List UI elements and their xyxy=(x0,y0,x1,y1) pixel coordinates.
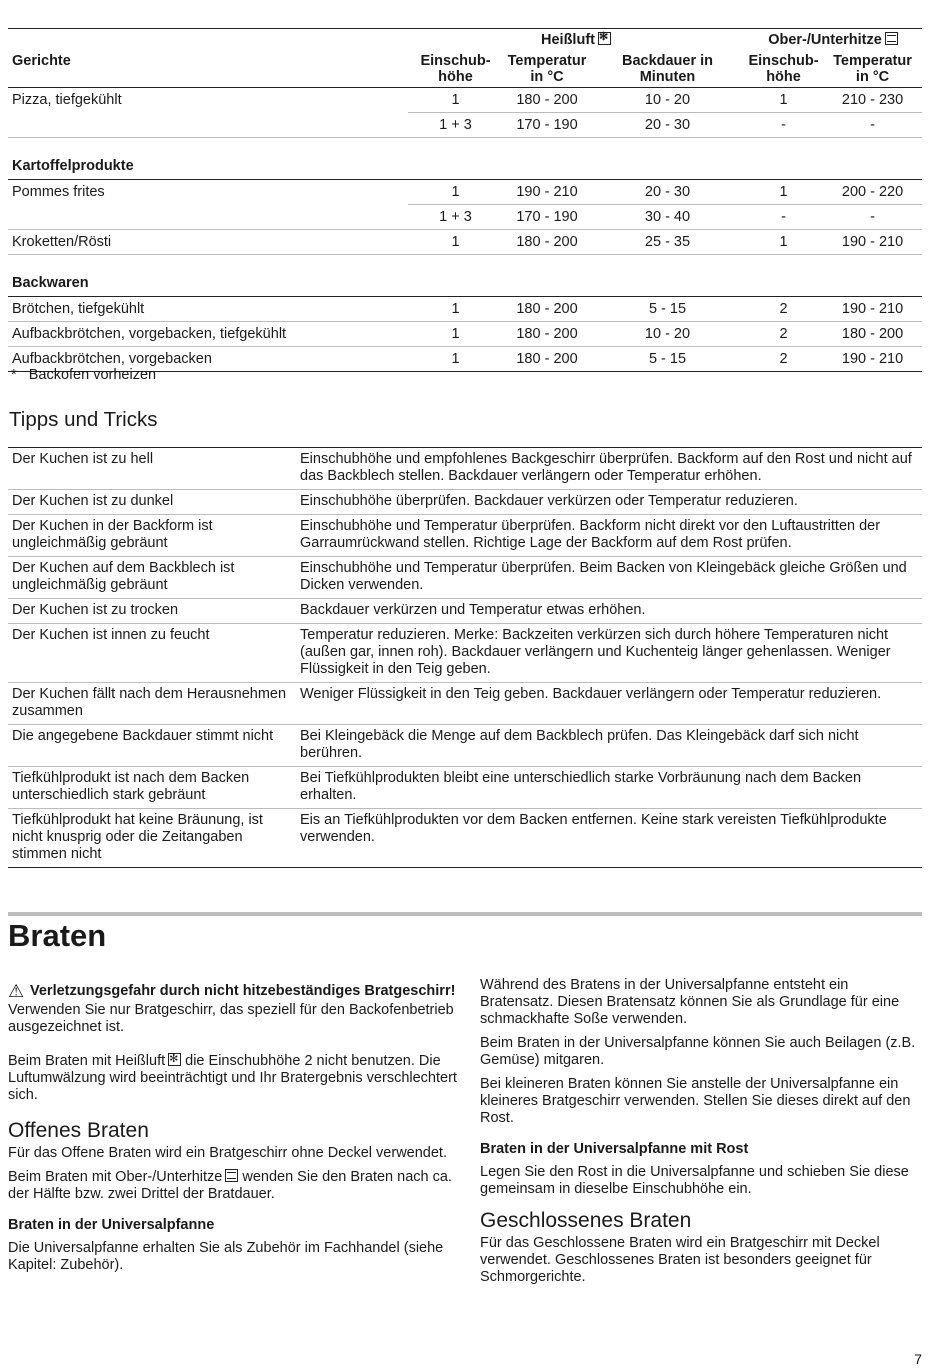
cell-temp2: 190 - 210 xyxy=(823,347,922,372)
temp2-column-header: Temperatur in °C xyxy=(823,51,922,88)
tips-row xyxy=(8,809,922,868)
cell-dish: Kroketten/Rösti xyxy=(8,230,408,255)
right-p2: Beim Braten in der Universalpfanne können Sie auch Beilagen (z.B. Gemüse) mitgaren. xyxy=(480,1035,916,1068)
tip-problem: Der Kuchen fällt nach dem Herausnehmen zusammen xyxy=(8,683,296,725)
universalpfanne-heading: Braten in der Universalpfanne xyxy=(8,1217,215,1233)
warning-heading: ⚠ Verletzungsgefahr durch nicht hitzebeständiges Bratgeschirr! xyxy=(8,981,456,1001)
cell-shelf: 1 xyxy=(408,230,503,255)
cell-temp2: - xyxy=(823,113,922,138)
table-row xyxy=(8,205,922,230)
universalpfanne-text: Die Universalpfanne erhalten Sie als Zubehör im Fachhandel (siehe Kapitel: Zubehör). xyxy=(8,1240,444,1273)
cell-time: 5 - 15 xyxy=(591,347,744,372)
rost-heading: Braten in der Universalpfanne mit Rost xyxy=(480,1141,749,1157)
cell-shelf2: 2 xyxy=(744,297,823,322)
cell-shelf: 1 xyxy=(408,347,503,372)
cell-dish: Brötchen, tiefgekühlt xyxy=(8,297,408,322)
right-p3: Bei kleineren Braten können Sie anstelle der Universalpfanne ein kleineres Bratgeschirr verwenden. Stellen Sie dieses direkt auf den Rost. xyxy=(480,1076,911,1126)
tip-solution: Bei Kleingebäck die Menge auf dem Backblech prüfen. Das Kleingebäck darf sich nicht berühren. xyxy=(296,725,922,767)
tip-solution: Einschubhöhe überprüfen. Backdauer verkürzen oder Temperatur reduzieren. xyxy=(296,490,922,515)
tips-row xyxy=(8,515,922,557)
cell-temp2: 200 - 220 xyxy=(823,180,922,205)
table-row xyxy=(8,88,922,113)
cell-shelf: 1 + 3 xyxy=(408,205,503,230)
hot-air-fan-icon xyxy=(598,32,611,45)
tips-row xyxy=(8,448,922,490)
cell-time: 10 - 20 xyxy=(591,88,744,113)
tips-row xyxy=(8,683,922,725)
cell-temp2: 210 - 230 xyxy=(823,88,922,113)
table-footnote: * Backofen vorheizen xyxy=(11,367,157,383)
tip-problem: Der Kuchen auf dem Backblech ist ungleichmäßig gebräunt xyxy=(8,557,296,599)
cell-temp: 180 - 200 xyxy=(503,322,591,347)
section-label: Kartoffelprodukte xyxy=(8,138,922,180)
top-bottom-heat-icon xyxy=(225,1169,238,1182)
tip-solution: Einschubhöhe und empfohlenes Backgeschirr überprüfen. Backform auf den Rost und nicht auf das Backblech stellen. Backdauer verlängern oder Temperatur erhöhen. xyxy=(296,448,922,490)
cell-temp: 180 - 200 xyxy=(503,88,591,113)
cell-temp: 180 - 200 xyxy=(503,230,591,255)
tip-problem: Der Kuchen in der Backform ist ungleichmäßig gebräunt xyxy=(8,515,296,557)
tip-problem: Tiefkühlprodukt hat keine Bräunung, ist nicht knusprig oder die Zeitangaben stimmen nicht xyxy=(8,809,296,868)
tips-row xyxy=(8,767,922,809)
cell-temp2: - xyxy=(823,205,922,230)
cell-dish: Pizza, tiefgekühlt xyxy=(12,92,122,109)
tip-problem: Der Kuchen ist zu dunkel xyxy=(8,490,296,515)
cell-dish: Aufbackbrötchen, vorgebacken, tiefgekühlt xyxy=(8,322,408,347)
cell-shelf2: 1 xyxy=(744,230,823,255)
braten-title: Braten xyxy=(8,918,107,953)
tip-solution: Eis an Tiefkühlprodukten vor dem Backen entfernen. Keine stark vereisten Tiefkühlprodukte verwenden. xyxy=(296,809,922,868)
cell-time: 20 - 30 xyxy=(591,180,744,205)
cell-shelf2: - xyxy=(744,113,823,138)
cell-temp: 170 - 190 xyxy=(503,113,591,138)
top-bottom-heat-icon xyxy=(885,32,898,45)
table-section-row xyxy=(8,255,922,297)
tip-solution: Einschubhöhe und Temperatur überprüfen. Backform nicht direkt vor den Luftaustritten der Garraumrückwand stellen. Richtige Lage der Backform auf dem Rost prüfen. xyxy=(296,515,922,557)
tip-solution: Bei Tiefkühlprodukten bleibt eine unterschiedlich starke Vorbräunung nach dem Backen erhalten. xyxy=(296,767,922,809)
table-row xyxy=(8,230,922,255)
tips-row xyxy=(8,624,922,683)
tips-row xyxy=(8,490,922,515)
cell-shelf2: 1 xyxy=(744,88,823,113)
cell-shelf2: 2 xyxy=(744,322,823,347)
cell-time: 20 - 30 xyxy=(591,113,744,138)
cell-shelf: 1 xyxy=(408,322,503,347)
geschlossenes-braten-text: Für das Geschlossene Braten wird ein Bratgeschirr mit Deckel verwendet. Geschlossenes Braten ist besonders geeignet für Schmorgerichte. xyxy=(480,1235,880,1285)
cell-shelf: 1 + 3 xyxy=(408,113,503,138)
cell-dish: Pommes frites xyxy=(12,184,105,201)
tip-problem: Der Kuchen ist zu trocken xyxy=(8,599,296,624)
cell-temp: 180 - 200 xyxy=(503,297,591,322)
tip-solution: Backdauer verkürzen und Temperatur etwas erhöhen. xyxy=(296,599,922,624)
table-row xyxy=(8,322,922,347)
cell-dish xyxy=(8,113,408,138)
tips-title: Tipps und Tricks xyxy=(9,408,158,431)
tips-row xyxy=(8,725,922,767)
top-bottom-group-header: Ober-/Unterhitze xyxy=(744,29,922,52)
cell-shelf2: 1 xyxy=(744,180,823,205)
cell-dish xyxy=(8,205,408,230)
table-section-row xyxy=(8,138,922,180)
tip-solution: Temperatur reduzieren. Merke: Backzeiten verkürzen sich durch höhere Temperaturen nicht (außen gar, innen roh). Backdauer verlängern und Kuchenteig länger gehenlassen. Weniger Flüssigkeit in den Teig geben. xyxy=(296,624,922,683)
hot-air-group-header: Heißluft✻ xyxy=(408,29,744,52)
warning-icon: ⚠ xyxy=(8,981,25,1001)
tips-row xyxy=(8,557,922,599)
tip-solution: Weniger Flüssigkeit in den Teig geben. Backdauer verlängern oder Temperatur reduzieren. xyxy=(296,683,922,725)
cell-shelf2: - xyxy=(744,205,823,230)
cell-shelf: 1 xyxy=(408,88,503,113)
geschlossenes-braten-heading: Geschlossenes Braten xyxy=(480,1209,692,1232)
warning-text: Verwenden Sie nur Bratgeschirr, das speziell für den Backofenbetrieb ausgezeichnet ist. xyxy=(8,1002,454,1035)
cell-temp: 190 - 210 xyxy=(503,180,591,205)
cell-shelf: 1 xyxy=(408,180,503,205)
temp-column-header: Temperatur in °C xyxy=(503,51,591,88)
section-label: Backwaren xyxy=(8,255,922,297)
tip-problem: Der Kuchen ist zu hell xyxy=(8,448,296,490)
cell-shelf: 1 xyxy=(408,297,503,322)
offenes-braten-p2: Beim Braten mit Ober-/Unterhitze wenden Sie den Braten nach ca. der Hälfte bzw. zwei Drittel der Bratdauer. xyxy=(8,1169,452,1202)
cell-shelf2: 2 xyxy=(744,347,823,372)
offenes-braten-p1: Für das Offene Braten wird ein Bratgeschirr ohne Deckel verwendet. xyxy=(8,1145,447,1161)
time-column-header: Backdauer in Minuten xyxy=(591,51,744,88)
cell-temp: 180 - 200 xyxy=(503,347,591,372)
cell-time: 30 - 40 xyxy=(591,205,744,230)
cell-temp2: 190 - 210 xyxy=(823,297,922,322)
cell-temp2: 190 - 210 xyxy=(823,230,922,255)
tip-problem: Der Kuchen ist innen zu feucht xyxy=(8,624,296,683)
cell-time: 25 - 35 xyxy=(591,230,744,255)
shelf-column-header: Einschub- höhe xyxy=(408,51,503,88)
cell-temp: 170 - 190 xyxy=(503,205,591,230)
heissluft-note: Beim Braten mit Heißluft✻ die Einschubhöhe 2 nicht benutzen. Die Luftumwälzung wird beeinträchtigt und Ihr Bratergebnis verschlechtert sich. xyxy=(8,1053,458,1104)
offenes-braten-heading: Offenes Braten xyxy=(8,1119,149,1142)
dish-column-header: Gerichte xyxy=(8,51,408,88)
tip-problem: Tiefkühlprodukt ist nach dem Backen unterschiedlich stark gebräunt xyxy=(8,767,296,809)
tips-table xyxy=(8,447,922,868)
left-column xyxy=(8,983,458,1281)
table-row xyxy=(8,113,922,138)
section-divider xyxy=(8,912,922,916)
table-row xyxy=(8,180,922,205)
right-p1: Während des Bratens in der Universalpfanne entsteht ein Bratensatz. Diesen Bratensatz können Sie als Grundlage für eine schmackhafte Soße verwenden. xyxy=(480,977,900,1027)
cell-time: 10 - 20 xyxy=(591,322,744,347)
hot-air-fan-icon xyxy=(168,1053,181,1066)
shelf2-column-header: Einschub- höhe xyxy=(744,51,823,88)
tip-solution: Einschubhöhe und Temperatur überprüfen. Beim Backen von Kleingebäck gleiche Größen und Dicken verwenden. xyxy=(296,557,922,599)
cell-dish: Aufbackbrötchen, vorgebacken xyxy=(8,347,408,372)
table-row xyxy=(8,297,922,322)
cell-time: 5 - 15 xyxy=(591,297,744,322)
right-column xyxy=(480,977,922,1293)
tip-problem: Die angegebene Backdauer stimmt nicht xyxy=(8,725,296,767)
cooking-table xyxy=(8,28,922,372)
page-number: 7 xyxy=(914,1351,922,1367)
rost-text: Legen Sie den Rost in die Universalpfanne und schieben Sie diese gemeinsam in dieselbe Einschubhöhe ein. xyxy=(480,1164,909,1197)
tips-row xyxy=(8,599,922,624)
cell-temp2: 180 - 200 xyxy=(823,322,922,347)
